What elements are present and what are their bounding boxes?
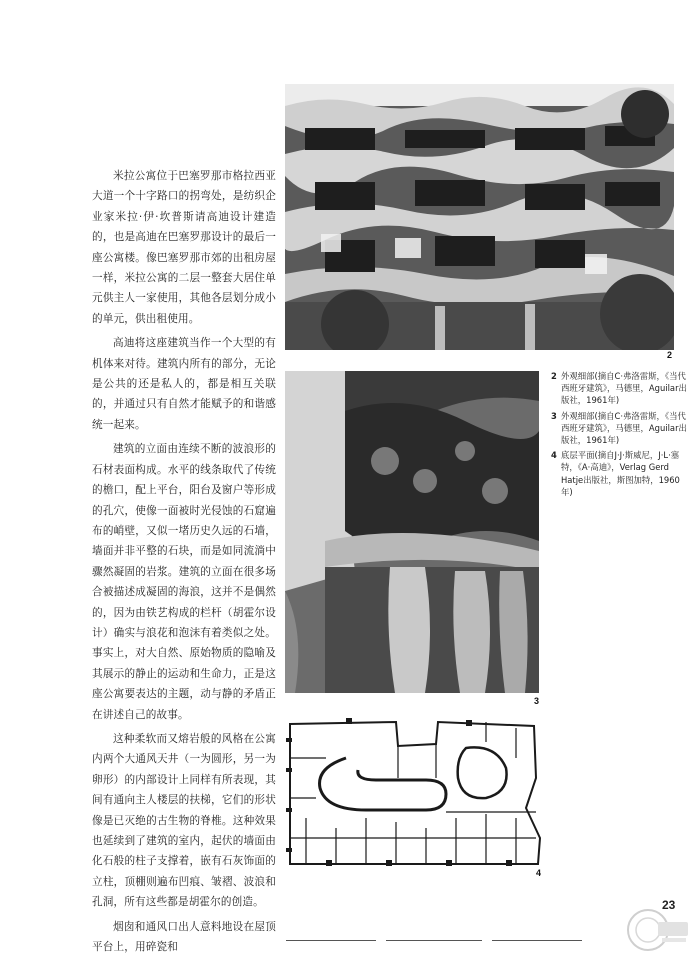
figure-captions — [551, 370, 691, 501]
watermark-logo-icon — [618, 906, 692, 954]
footer-rule-mid — [386, 940, 482, 941]
paragraph-3: 建筑的立面由连续不断的波浪形的石材表面构成。水平的线条取代了传统的檐口，配上平台，阳台及窗户等形成的孔穴，使像一面被时光侵蚀的石窟遍布的峭壁，又似一堵历史久远的石墙，墙面并非平整的石块，而是如同流淌中骤然凝固的岩浆。建筑的立面在很多场合被描述成凝固的海浪，这并不是偶然的，因为由铁艺构成的栏杆（胡霍尔设计）确实与浪花和泡沫有着类似之处。事实上，对大自然、原始物质的隐喻及其展示的静止的运动和生命力，正是这座公寓要表达的主题，动与静的矛盾正在讲述自己的故事。 — [92, 443, 276, 721]
paragraph-4: 这种柔软而又熔岩般的风格在公寓内两个大通风天井（一为圆形，另一为卵形）的内部设计上同样有所表现，其间有通向主人楼层的扶梯，它们的形状像是已灭绝的古生物的脊椎。这种效果也延续到了建筑的室内，起伏的墙面由化石般的柱子支撑着，嵌有石灰饰面的立柱，顶棚则遍布凹痕、皱褶、波浪和孔洞，所有这些都是胡霍尔的创造。 — [92, 732, 276, 909]
caption-4 — [551, 449, 691, 498]
caption-text: 外观细部(摘自C·弗洛雷斯，《当代西班牙建筑》，马德里，Aguilar出版社，1961年) — [561, 410, 687, 446]
paragraph-2: 高迪将这座建筑当作一个大型的有机体来对待。建筑内所有的部分，无论是公共的还是私人的，都是相互关联的，并通过只有自然才能赋予的和谐感统一起来。 — [92, 337, 276, 431]
caption-3 — [551, 410, 691, 447]
figure-2-number: 2 — [667, 350, 673, 360]
columns-photo — [285, 371, 539, 693]
body-text-column — [92, 166, 276, 961]
paragraph-1: 米拉公寓位于巴塞罗那市格拉西亚大道一个十字路口的拐弯处，是纺织企业家米拉·伊·坎普斯请高迪设计建造的，也是高迪在巴塞罗那设计的最后一座公寓楼。像巴塞罗那市郊的出租房屋一样，米拉公寓的二层一整套大居住单元供主人一家使用，其他各层划分成小的单元，供出租使用。 — [92, 170, 276, 325]
caption-text: 底层平面(摘自J·J·斯威尼，J·L·塞特，《A·高迪》，Verlag Gerd Hatje出版社，斯图加特，1960年) — [561, 450, 680, 497]
caption-number: 3 — [551, 410, 557, 421]
caption-text: 外观细部(摘自C·弗洛雷斯，《当代西班牙建筑》，马德里，Aguilar出版社，1961年) — [561, 371, 687, 406]
caption-number: 2 — [551, 371, 557, 381]
caption-number: 4 — [551, 450, 557, 461]
facade-photo — [285, 84, 674, 350]
floor-plan-drawing — [286, 718, 542, 868]
footer-rule-right — [492, 940, 582, 941]
caption-2 — [551, 370, 691, 407]
footer-rule-left — [286, 940, 376, 941]
figure-4-number: 4 — [536, 868, 542, 878]
paragraph-5: 烟囱和通风口出人意料地设在屋顶平台上，用碎瓷和 — [92, 920, 276, 954]
page-number: 23 — [662, 898, 676, 912]
figure-3-number: 3 — [534, 696, 540, 706]
